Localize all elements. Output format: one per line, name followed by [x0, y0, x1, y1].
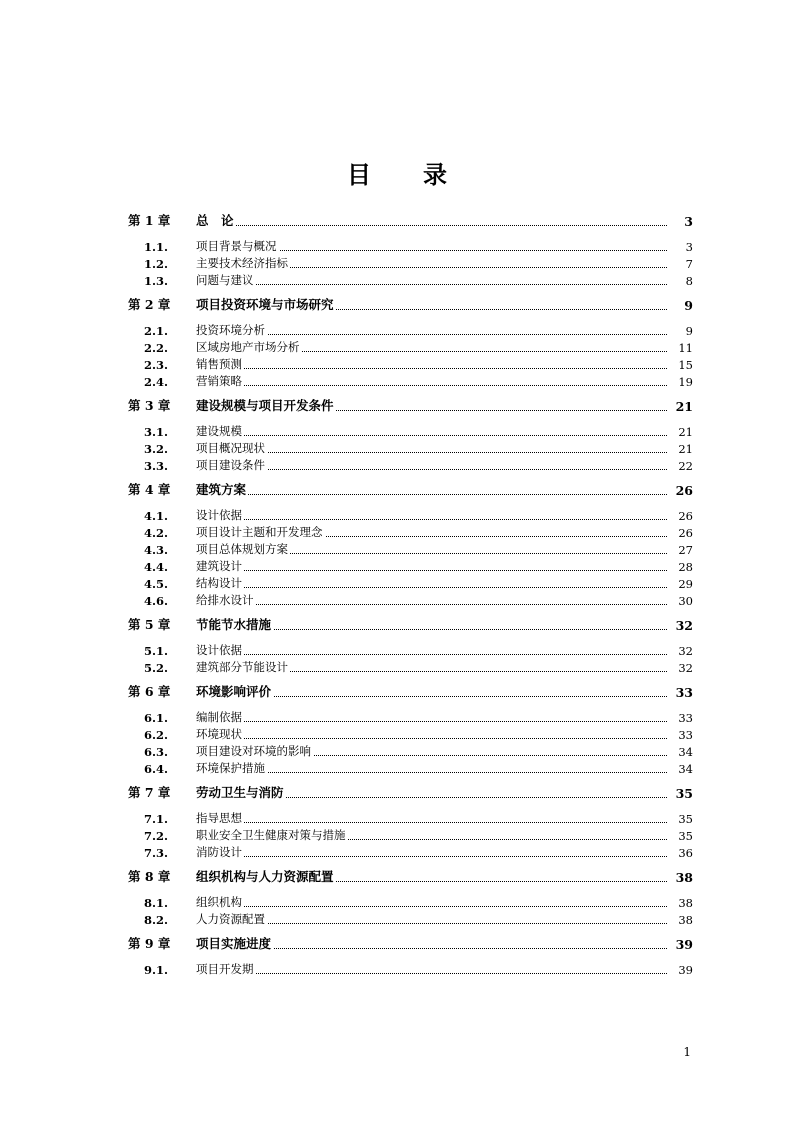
- toc-entry-number: 5.2.: [143, 661, 168, 675]
- toc-entry-number: 3.1.: [143, 425, 168, 439]
- toc-entry-number: 2.4.: [143, 375, 168, 389]
- toc-section-entry[interactable]: [128, 725, 693, 742]
- toc-entry-number: 第 5 章: [128, 617, 171, 632]
- toc-section-entry[interactable]: [128, 641, 693, 658]
- toc-chapter-entry[interactable]: [128, 683, 693, 700]
- toc-dot-leader: [196, 587, 667, 588]
- toc-entry-title: 组织机构与人力资源配置: [196, 869, 334, 884]
- toc-entry-number: 2.3.: [143, 358, 168, 372]
- toc-section-entry[interactable]: [128, 742, 693, 759]
- toc-chapter-entry[interactable]: [128, 212, 693, 229]
- toc-section-entry[interactable]: [128, 523, 693, 540]
- toc-entry-number: 第 4 章: [128, 482, 171, 497]
- toc-entry-page: 7: [683, 257, 693, 271]
- toc-entry-title: 建筑部分节能设计: [196, 660, 288, 674]
- toc-entry-number: 第 1 章: [128, 213, 171, 228]
- toc-entry-page: 15: [675, 358, 693, 372]
- toc-entry-number: 1.1.: [143, 240, 168, 254]
- toc-entry-title: 项目建设条件: [196, 458, 265, 472]
- toc-entry-title: 设计依据: [196, 643, 242, 657]
- toc-entry-title: 建筑设计: [196, 559, 242, 573]
- toc-entry-title: 总 论: [196, 213, 234, 228]
- toc-section-entry[interactable]: [128, 759, 693, 776]
- toc-entry-number: 7.1.: [143, 812, 168, 826]
- toc-dot-leader: [196, 604, 667, 605]
- toc-entry-title: 环境现状: [196, 727, 242, 741]
- toc-entry-number: 第 3 章: [128, 398, 171, 413]
- toc-entry-title: 消防设计: [196, 845, 242, 859]
- toc-entry-number: 8.1.: [143, 896, 168, 910]
- toc-dot-leader: [196, 435, 667, 436]
- toc-entry-page: 39: [673, 937, 693, 952]
- toc-entry-title: 劳动卫生与消防: [196, 785, 284, 800]
- toc-entry-number: 6.4.: [143, 762, 168, 776]
- toc-entry-number: 1.3.: [143, 274, 168, 288]
- toc-entry-number: 8.2.: [143, 913, 168, 927]
- toc-entry-title: 项目建设对环境的影响: [196, 744, 311, 758]
- toc-entry-number: 4.3.: [143, 543, 168, 557]
- toc-entry-number: 6.3.: [143, 745, 168, 759]
- toc-section-entry[interactable]: [128, 557, 693, 574]
- toc-entry-page: 8: [683, 274, 693, 288]
- toc-entry-title: 营销策略: [196, 374, 242, 388]
- toc-entry-title: 人力资源配置: [196, 912, 265, 926]
- toc-dot-leader: [196, 494, 667, 495]
- toc-entry-number: 5.1.: [143, 644, 168, 658]
- toc-entry-number: 4.4.: [143, 560, 168, 574]
- toc-entry-number: 4.6.: [143, 594, 168, 608]
- toc-entry-title: 区域房地产市场分析: [196, 340, 300, 354]
- toc-entry-page: 26: [675, 509, 693, 523]
- toc-section-entry[interactable]: [128, 591, 693, 608]
- toc-section-entry[interactable]: [128, 422, 693, 439]
- toc-section-entry[interactable]: [128, 540, 693, 557]
- toc-chapter-entry[interactable]: [128, 481, 693, 498]
- toc-chapter-entry[interactable]: [128, 868, 693, 885]
- toc-entry-title: 指导思想: [196, 811, 242, 825]
- toc-entry-page: 26: [673, 483, 693, 498]
- toc-entry-title: 销售预测: [196, 357, 242, 371]
- toc-entry-page: 34: [675, 762, 693, 776]
- toc-entry-number: 3.3.: [143, 459, 168, 473]
- toc-entry-title: 职业安全卫生健康对策与措施: [196, 828, 346, 842]
- toc-entry-title: 环境保护措施: [196, 761, 265, 775]
- toc-entry-page: 35: [673, 786, 693, 801]
- toc-chapter-entry[interactable]: [128, 935, 693, 952]
- toc-entry-page: 3: [681, 214, 693, 229]
- toc-entry-title: 建设规模与项目开发条件: [196, 398, 334, 413]
- toc-entry-page: 33: [675, 711, 693, 725]
- toc-section-entry[interactable]: [128, 960, 693, 977]
- toc-dot-leader: [196, 856, 667, 857]
- toc-entry-number: 4.1.: [143, 509, 168, 523]
- toc-entry-number: 2.1.: [143, 324, 168, 338]
- toc-entry-page: 32: [673, 618, 693, 633]
- toc-entry-page: 22: [675, 459, 693, 473]
- toc-entry-page: 21: [675, 425, 693, 439]
- toc-entry-title: 项目实施进度: [196, 936, 272, 951]
- toc-section-entry[interactable]: [128, 355, 693, 372]
- toc-entry-page: 35: [675, 829, 693, 843]
- toc-section-entry[interactable]: [128, 708, 693, 725]
- toc-entry-page: 21: [675, 442, 693, 456]
- toc-entry-page: 28: [675, 560, 693, 574]
- toc-entry-title: 项目总体规划方案: [196, 542, 288, 556]
- toc-entry-number: 4.2.: [143, 526, 168, 540]
- toc-entry-page: 21: [673, 399, 693, 414]
- toc-section-entry[interactable]: [128, 574, 693, 591]
- toc-entry-title: 结构设计: [196, 576, 242, 590]
- toc-entry-number: 3.2.: [143, 442, 168, 456]
- toc-entry-page: 32: [675, 661, 693, 675]
- toc-section-entry[interactable]: [128, 893, 693, 910]
- toc-entry-title: 建筑方案: [196, 482, 247, 497]
- toc-dot-leader: [196, 284, 667, 285]
- toc-entry-number: 4.5.: [143, 577, 168, 591]
- toc-section-entry[interactable]: [128, 439, 693, 456]
- toc-entry-page: 32: [675, 644, 693, 658]
- toc-entry-page: 26: [675, 526, 693, 540]
- toc-entry-page: 38: [675, 913, 693, 927]
- toc-entry-page: 38: [675, 896, 693, 910]
- toc-dot-leader: [196, 368, 667, 369]
- toc-entry-number: 第 8 章: [128, 869, 171, 884]
- toc-entry-page: 29: [675, 577, 693, 591]
- toc-entry-number: 7.2.: [143, 829, 168, 843]
- toc-entry-page: 30: [675, 594, 693, 608]
- toc-dot-leader: [196, 906, 667, 907]
- toc-entry-page: 33: [673, 685, 693, 700]
- toc-dot-leader: [196, 385, 667, 386]
- toc-entry-title: 项目概况现状: [196, 441, 265, 455]
- toc-entry-page: 36: [675, 846, 693, 860]
- toc-entry-title: 环境影响评价: [196, 684, 272, 699]
- toc-section-entry[interactable]: [128, 658, 693, 675]
- toc-entry-number: 7.3.: [143, 846, 168, 860]
- toc-entry-title: 节能节水措施: [196, 617, 272, 632]
- toc-entry-number: 2.2.: [143, 341, 168, 355]
- toc-entry-title: 组织机构: [196, 895, 242, 909]
- toc-entry-number: 9.1.: [143, 963, 168, 977]
- toc-section-entry[interactable]: [128, 809, 693, 826]
- toc-dot-leader: [196, 738, 667, 739]
- toc-dot-leader: [196, 822, 667, 823]
- toc-entry-title: 编制依据: [196, 710, 242, 724]
- toc-entry-page: 19: [675, 375, 693, 389]
- toc-entry-title: 项目设计主题和开发理念: [196, 525, 323, 539]
- toc-entry-title: 项目背景与概况: [196, 239, 277, 253]
- toc-entry-title: 项目开发期: [196, 962, 254, 976]
- toc-entry-number: 1.2.: [143, 257, 168, 271]
- toc-dot-leader: [196, 973, 667, 974]
- toc-entry-title: 建设规模: [196, 424, 242, 438]
- toc-entry-number: 6.1.: [143, 711, 168, 725]
- toc-entry-title: 设计依据: [196, 508, 242, 522]
- toc-chapter-entry[interactable]: [128, 296, 693, 313]
- toc-title-right: 录: [423, 160, 447, 189]
- toc-section-entry[interactable]: [128, 254, 693, 271]
- toc-chapter-entry[interactable]: [128, 397, 693, 414]
- toc-section-entry[interactable]: [128, 321, 693, 338]
- toc-section-entry[interactable]: [128, 506, 693, 523]
- toc-dot-leader: [196, 225, 667, 226]
- toc-entry-page: 38: [673, 870, 693, 885]
- toc-entry-page: 33: [675, 728, 693, 742]
- toc-section-entry[interactable]: [128, 338, 693, 355]
- toc-entry-page: 9: [681, 298, 693, 313]
- toc-entry-title: 主要技术经济指标: [196, 256, 288, 270]
- toc-dot-leader: [196, 654, 667, 655]
- toc-section-entry[interactable]: [128, 372, 693, 389]
- toc-entry-page: 35: [675, 812, 693, 826]
- toc-entry-page: 27: [675, 543, 693, 557]
- toc-entry-number: 第 9 章: [128, 936, 171, 951]
- toc-entry-title: 问题与建议: [196, 273, 254, 287]
- toc-title-left: 目: [347, 160, 371, 189]
- toc-entry-number: 第 6 章: [128, 684, 171, 699]
- toc-entry-number: 第 2 章: [128, 297, 171, 312]
- toc-section-entry[interactable]: [128, 843, 693, 860]
- page-number: 1: [683, 1045, 691, 1059]
- toc-section-entry[interactable]: [128, 237, 693, 254]
- toc-dot-leader: [196, 721, 667, 722]
- toc-entry-page: 9: [683, 324, 693, 338]
- toc-section-entry[interactable]: [128, 826, 693, 843]
- toc-entry-title: 项目投资环境与市场研究: [196, 297, 334, 312]
- toc-dot-leader: [196, 519, 667, 520]
- toc-section-entry[interactable]: [128, 456, 693, 473]
- toc-entry-number: 6.2.: [143, 728, 168, 742]
- toc-entry-page: 39: [675, 963, 693, 977]
- toc-chapter-entry[interactable]: [128, 616, 693, 633]
- toc-section-entry[interactable]: [128, 910, 693, 927]
- toc-entry-page: 3: [683, 240, 693, 254]
- toc-section-entry[interactable]: [128, 271, 693, 288]
- toc-chapter-entry[interactable]: [128, 784, 693, 801]
- toc-entry-title: 给排水设计: [196, 593, 254, 607]
- toc-entry-number: 第 7 章: [128, 785, 171, 800]
- toc-title: [0, 155, 794, 190]
- toc-entry-page: 11: [675, 341, 693, 355]
- toc-entry-title: 投资环境分析: [196, 323, 265, 337]
- toc-entry-page: 34: [675, 745, 693, 759]
- toc-dot-leader: [196, 570, 667, 571]
